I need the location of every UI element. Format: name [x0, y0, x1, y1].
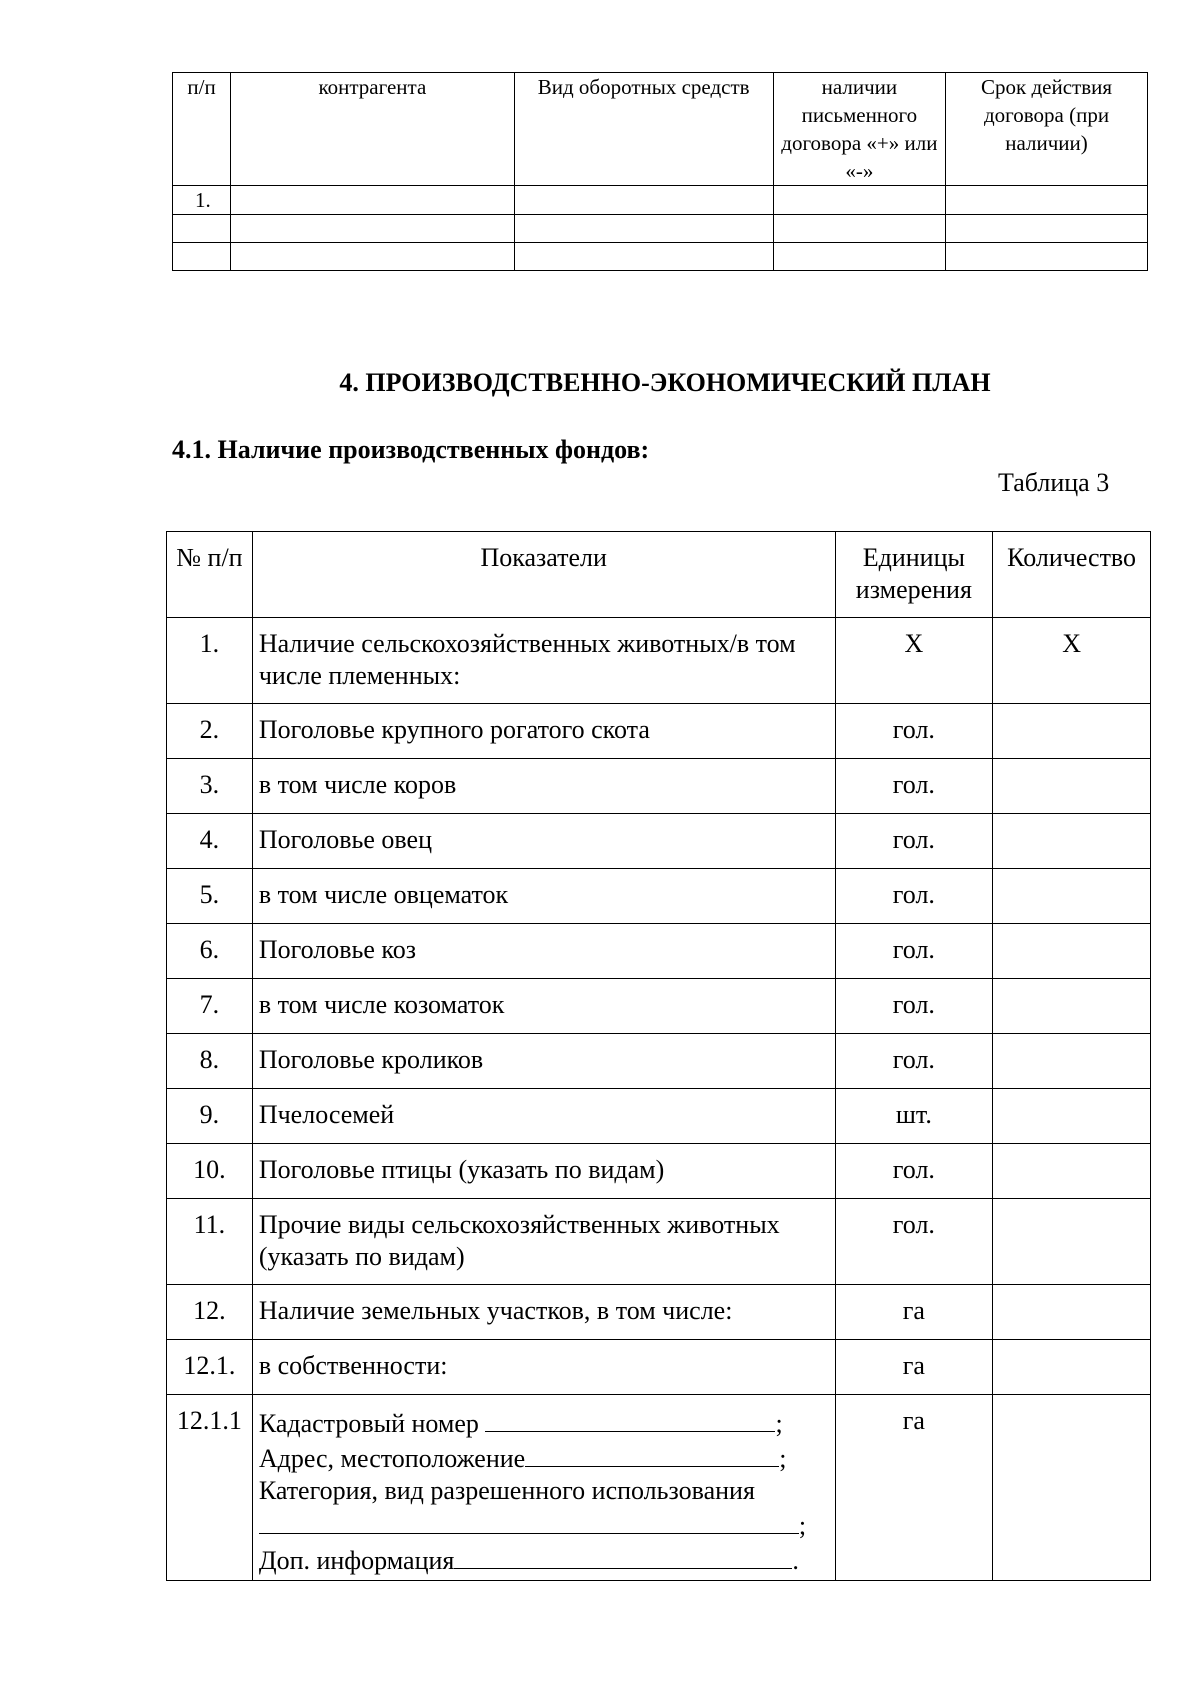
row-unit: гол.	[835, 979, 993, 1034]
table-cell	[773, 215, 945, 243]
subsection-title: 4.1. Наличие производственных фондов:	[172, 435, 650, 464]
punct: .	[792, 1546, 799, 1575]
table-cell	[173, 243, 231, 271]
header-quantity: Количество	[993, 532, 1151, 618]
table-cell	[946, 215, 1148, 243]
table-row	[167, 704, 1151, 759]
row-unit: гол.	[835, 814, 993, 869]
table-cell	[514, 186, 773, 215]
table-cell	[173, 215, 231, 243]
table-row	[167, 869, 1151, 924]
header-indicator: Показатели	[252, 532, 835, 618]
row-indicator: Поголовье крупного рогатого скота	[252, 704, 835, 759]
category-label: Категория, вид разрешенного использования	[258, 1476, 755, 1505]
extra-info-input-line[interactable]	[454, 1542, 792, 1569]
header-cell: Вид оборотных средств	[514, 73, 773, 186]
table-cell	[514, 215, 773, 243]
row-num: 12.	[167, 1285, 253, 1340]
row-indicator: Поголовье коз	[252, 924, 835, 979]
punct: ;	[779, 1444, 787, 1473]
row-num: 3.	[167, 759, 253, 814]
row-num: 9.	[167, 1089, 253, 1144]
row-quantity[interactable]	[993, 869, 1151, 924]
table-cell	[231, 186, 515, 215]
header-cell: Срок действия договора (при наличии)	[946, 73, 1148, 186]
row-num: 1.	[167, 618, 253, 704]
row-quantity[interactable]	[993, 1089, 1151, 1144]
row-indicator: Пчелосемей	[252, 1089, 835, 1144]
row-indicator: Поголовье птицы (указать по видам)	[252, 1144, 835, 1199]
row-indicator: в собственности:	[252, 1340, 835, 1395]
row-indicator: в том числе коров	[252, 759, 835, 814]
table-row	[167, 1285, 1151, 1340]
category-input-line[interactable]	[259, 1507, 799, 1534]
production-funds-table	[166, 531, 1151, 1581]
table-cell	[773, 243, 945, 271]
row-quantity[interactable]	[993, 814, 1151, 869]
table-row	[167, 618, 1151, 704]
contract-table-header	[173, 73, 1148, 186]
row-quantity[interactable]	[993, 924, 1151, 979]
row-indicator: Поголовье кроликов	[252, 1034, 835, 1089]
cadastral-label: Кадастровый номер	[258, 1409, 479, 1438]
row-indicator: Наличие земельных участков, в том числе:	[252, 1285, 835, 1340]
row-unit: шт.	[835, 1089, 993, 1144]
row-num: 6.	[167, 924, 253, 979]
punct: ;	[798, 1511, 807, 1540]
row-quantity[interactable]	[993, 1144, 1151, 1199]
row-num: 12.1.	[167, 1340, 253, 1395]
row-unit: гол.	[835, 1034, 993, 1089]
row-quantity[interactable]	[993, 979, 1151, 1034]
address-input-line[interactable]	[525, 1440, 779, 1467]
row-quantity[interactable]: Х	[993, 618, 1151, 704]
row-unit: гол.	[835, 1144, 993, 1199]
table-cell	[231, 215, 515, 243]
table-row	[167, 759, 1151, 814]
row-quantity[interactable]	[993, 1340, 1151, 1395]
row-unit: га	[835, 1395, 993, 1581]
row-unit: га	[835, 1285, 993, 1340]
row-unit: га	[835, 1340, 993, 1395]
row-num: 8.	[167, 1034, 253, 1089]
row-indicator: Наличие сельскохозяйственных животных/в том числе племенных:	[252, 618, 835, 704]
cadastral-row	[167, 1395, 1151, 1581]
header-unit: Единицы измерения	[835, 532, 993, 618]
row-unit: гол.	[835, 869, 993, 924]
header-cell: п/п	[173, 73, 231, 186]
table-cell	[231, 243, 515, 271]
table-row	[167, 1340, 1151, 1395]
address-label: Адрес, местоположение	[258, 1444, 526, 1473]
table-row	[167, 1089, 1151, 1144]
table-row	[167, 1034, 1151, 1089]
row-unit: гол.	[835, 924, 993, 979]
table-row	[167, 814, 1151, 869]
table-cell	[946, 186, 1148, 215]
row-num: 12.1.1	[167, 1395, 253, 1581]
row-quantity[interactable]	[993, 759, 1151, 814]
table-row	[173, 215, 1148, 243]
row-quantity[interactable]	[993, 1395, 1151, 1581]
header-num: № п/п	[167, 532, 253, 618]
row-indicator: Прочие виды сельскохозяйственных животных (указать по видам)	[252, 1199, 835, 1285]
row-indicator: в том числе козоматок	[252, 979, 835, 1034]
table-row	[173, 186, 1148, 215]
header-cell: контрагента	[231, 73, 515, 186]
row-unit: Х	[835, 618, 993, 704]
row-num: 7.	[167, 979, 253, 1034]
table-cell	[773, 186, 945, 215]
row-indicator: в том числе овцематок	[252, 869, 835, 924]
row-unit: гол.	[835, 1199, 993, 1285]
section-title: 4. ПРОИЗВОДСТВЕННО-ЭКОНОМИЧЕСКИЙ ПЛАН	[339, 368, 991, 397]
contract-table	[172, 72, 1148, 271]
row-num: 5.	[167, 869, 253, 924]
punct: ;	[775, 1409, 783, 1438]
cadastral-details	[252, 1395, 835, 1581]
table-row	[167, 924, 1151, 979]
table-cell	[946, 243, 1148, 271]
row-num: 10.	[167, 1144, 253, 1199]
table-caption: Таблица 3	[998, 468, 1110, 497]
table-cell	[514, 243, 773, 271]
table-row	[167, 1199, 1151, 1285]
table-cell: 1.	[173, 186, 231, 215]
table-row	[173, 243, 1148, 271]
table-row	[167, 979, 1151, 1034]
row-unit: гол.	[835, 759, 993, 814]
row-unit: гол.	[835, 704, 993, 759]
row-quantity[interactable]	[993, 1285, 1151, 1340]
row-indicator: Поголовье овец	[252, 814, 835, 869]
table-row	[167, 1144, 1151, 1199]
row-quantity[interactable]	[993, 1199, 1151, 1285]
row-quantity[interactable]	[993, 1034, 1151, 1089]
header-cell: наличии письменного договора «+» или «-»	[773, 73, 945, 186]
cadastral-input-line[interactable]	[485, 1405, 775, 1432]
extra-info-label: Доп. информация	[258, 1546, 455, 1575]
row-num: 2.	[167, 704, 253, 759]
row-num: 4.	[167, 814, 253, 869]
row-num: 11.	[167, 1199, 253, 1285]
row-quantity[interactable]	[993, 704, 1151, 759]
funds-table-header	[167, 532, 1151, 618]
